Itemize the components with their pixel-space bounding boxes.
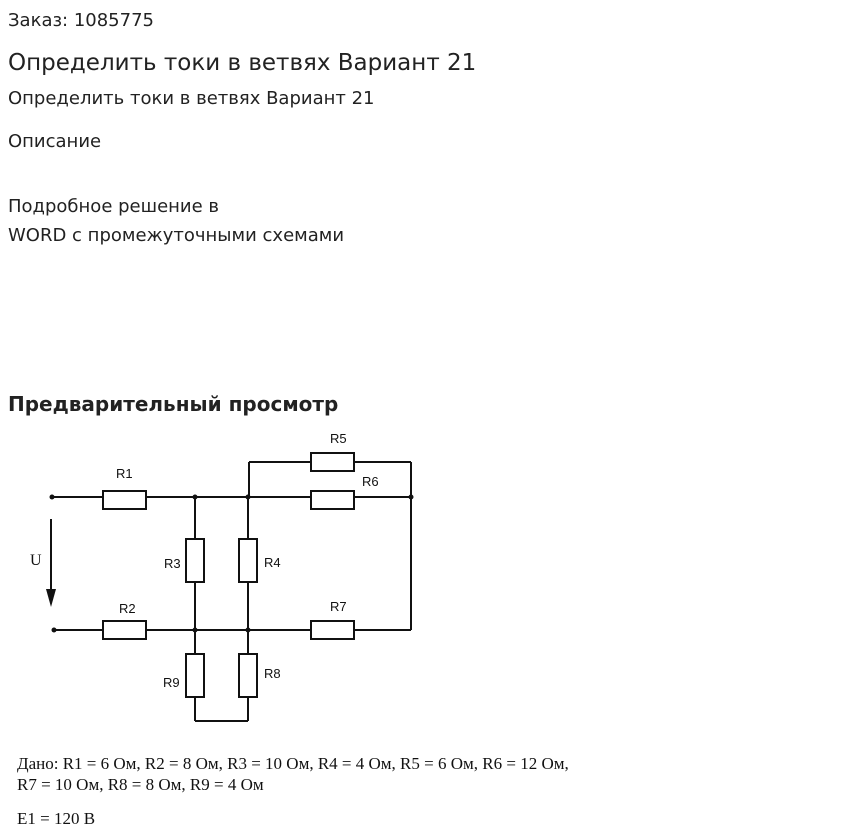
description-text [8,192,344,250]
order-number: Заказ: 1085775 [8,10,154,31]
given-line: R7 = 10 Ом, R8 = 8 Ом, R9 = 4 Ом [17,775,264,794]
label-r4: R4 [264,555,281,570]
label-r9: R9 [163,675,180,690]
label-r2: R2 [119,601,136,616]
given-line: Дано: R1 = 6 Ом, R2 = 8 Ом, R3 = 10 Ом, R4 = 4 Ом, R5 = 6 Ом, R6 = 12 Ом, [17,754,569,773]
resistor-r1 [103,491,146,509]
emf-value: E1 = 120 В [17,809,96,828]
preview-image [0,425,847,839]
page-title: Определить токи в ветвях Вариант 21 [8,50,477,76]
label-voltage: U [30,552,42,569]
description-heading: Описание [8,131,102,152]
resistor-r5 [311,453,354,471]
junction-node [193,628,198,633]
label-r5: R5 [330,431,347,446]
terminal-node [50,495,55,500]
preview-heading: Предварительный просмотр [8,392,339,416]
label-r7: R7 [330,599,347,614]
terminal-node [52,628,57,633]
resistor-r3 [186,539,204,582]
description-line: WORD с промежуточными схемами [8,225,345,246]
voltage-arrowhead [46,589,56,607]
junction-node [246,495,251,500]
junction-node [409,495,414,500]
resistor-r7 [311,621,354,639]
resistor-r9 [186,654,204,697]
junction-node [193,495,198,500]
resistor-r2 [103,621,146,639]
junction-node [246,628,251,633]
label-r3: R3 [164,556,181,571]
description-line: Подробное решение в [8,196,220,217]
label-r8: R8 [264,666,281,681]
label-r1: R1 [116,466,133,481]
given-values [17,753,569,795]
page-subtitle: Определить токи в ветвях Вариант 21 [8,88,375,109]
circuit-diagram [0,425,847,735]
resistor-r4 [239,539,257,582]
label-r6: R6 [362,474,379,489]
resistor-r8 [239,654,257,697]
resistor-r6 [311,491,354,509]
